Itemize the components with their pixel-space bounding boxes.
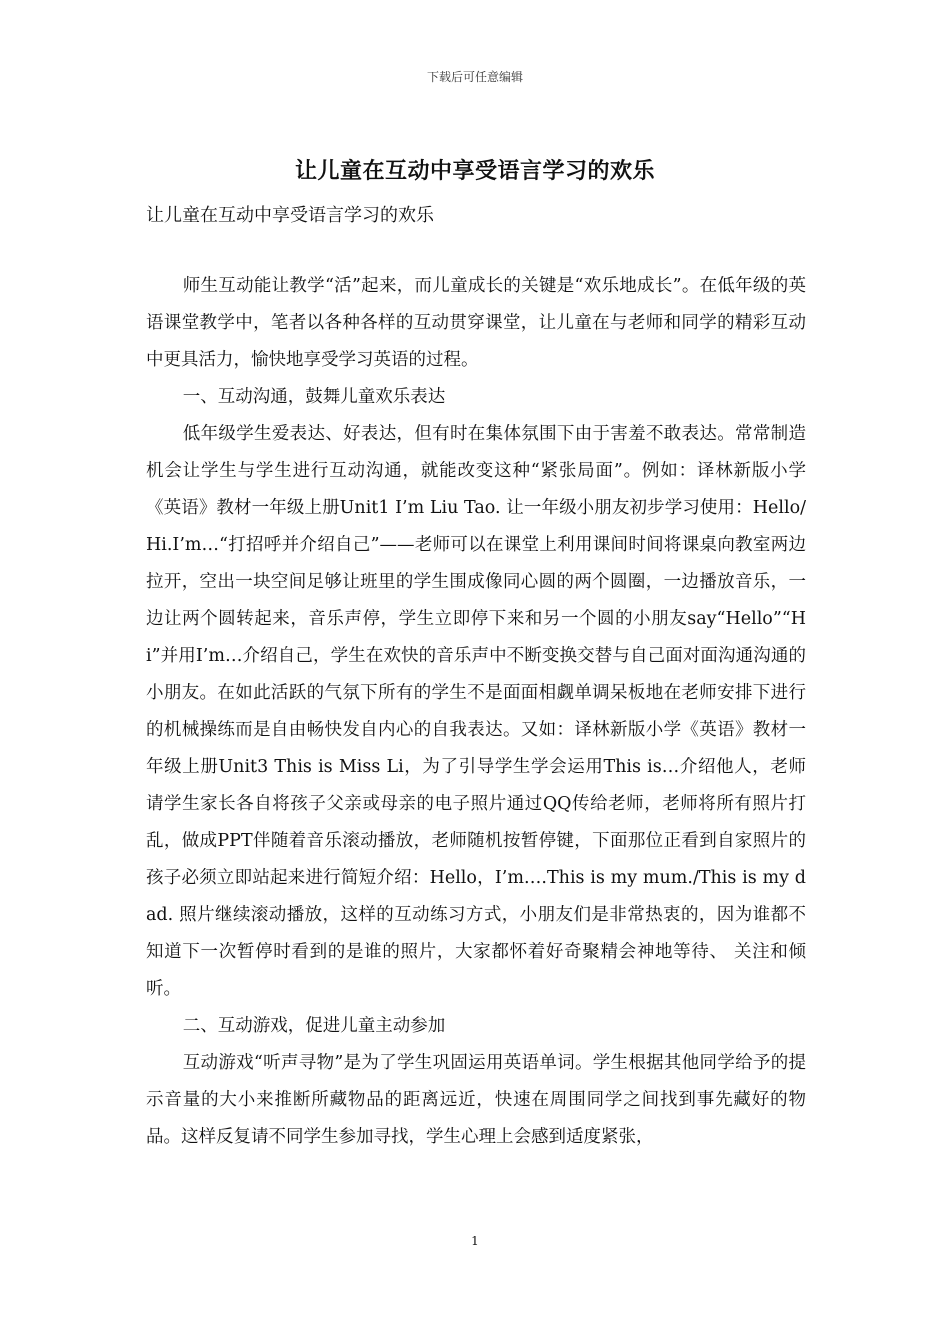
section-heading-1: 一、互动沟通，鼓舞儿童欢乐表达 [182, 387, 446, 407]
document-title: 让儿童在互动中享受语言学习的欢乐 [294, 158, 655, 184]
paragraph-section-2: 互动游戏“听声寻物”是为了学生巩固运用英语单词。学生根据其他同学给予的提示音量的大小来推断所藏物品的距离远近，快速在周围同学之间找到事先藏好的物品。这样反复请不同学生参加寻找，学生心理上会感到适度紧张， [146, 1053, 806, 1147]
page-number: 1 [471, 1234, 479, 1248]
paragraph-section-1: 低年级学生爱表达、好表达，但有时在集体氛围下由于害羞不敢表达。常常制造机会让学生与学生进行互动沟通，就能改变这种“紧张局面”。例如：译林新版小学《英语》教材一年级上册Unit1 I’m Liu Tao. 让一年级小朋友初步学习使用：Hello/Hi.I’m…“打招呼并介绍自己”——老师可以在课堂上利用课间时间将课桌向教室两边拉开，空出一块空间足够让班里的学生围成像同心圆的两个圆圈，一边播放音乐，一边让两个圆转起来，音乐声停，学生立即停下来和另一个圆的小朋友say“Hello”“Hi”并用I’m…介绍自己，学生在欢快的音乐声中不断变换交替与自己面对面沟通沟通的小朋友。在如此活跃的气氛下所有的学生不是面面相觑单调呆板地在老师安排下进行的机械操练而是自由畅快发自内心的自我表达。又如：译林新版小学《英语》教材一年级上册Unit3 This is Miss Li，为了引导学生学会运用This is…介绍他人，老师请学生家长各自将孩子父亲或母亲的电子照片通过QQ传给老师，老师将所有照片打乱，做成PPT伴随着音乐滚动播放，老师随机按暂停键，下面那位正看到自家照片的孩子必须立即站起来进行简短介绍：Hello，I’m….This is my mum./This is my dad. 照片继续滚动播放，这样的互动练习方式，小朋友们是非常热衷的，因为谁都不知道下一次暂停时看到的是谁的照片，大家都怀着好奇聚精会神地等待、 关注和倾听。 [146, 424, 806, 999]
document-subtitle: 让儿童在互动中享受语言学习的欢乐 [146, 205, 434, 226]
page-header-note: 下载后可任意编辑 [426, 70, 523, 84]
paragraph-intro: 师生互动能让教学“活”起来，而儿童成长的关键是“欢乐地成长”。在低年级的英语课堂教学中，笔者以各种各样的互动贯穿课堂，让儿童在与老师和同学的精彩互动中更具活力，愉快地享受学习英语的过程。 [146, 276, 806, 370]
section-heading-2: 二、互动游戏，促进儿童主动参加 [182, 1016, 446, 1036]
document-body [146, 268, 806, 1156]
